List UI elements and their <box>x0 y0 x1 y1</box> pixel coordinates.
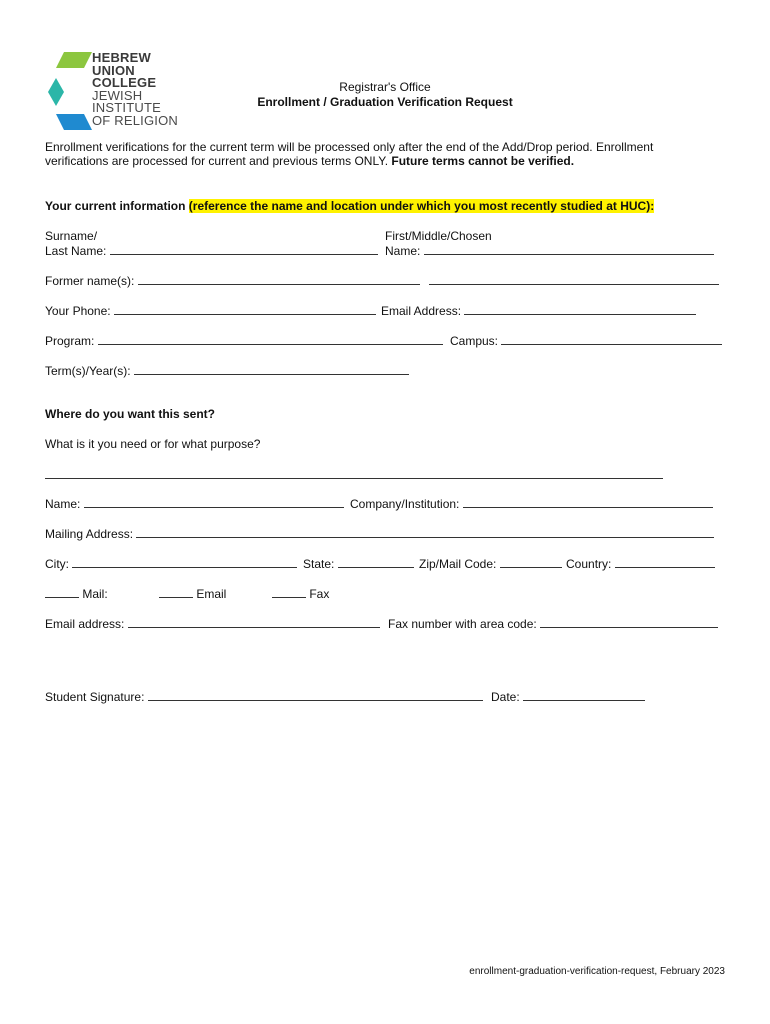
logo-line: COLLEGE <box>92 75 157 90</box>
current-info-heading <box>45 199 654 213</box>
purpose-field[interactable] <box>45 467 663 482</box>
current-info-note: (reference the name and location under which you most recently studied at HUC): <box>188 199 655 213</box>
city-label: City: <box>45 557 69 571</box>
country-line[interactable] <box>615 556 715 568</box>
email-option-label: Email <box>196 587 227 601</box>
state-line[interactable] <box>338 556 414 568</box>
footer-doc-id: enrollment-graduation-verification-request, February 2023 <box>469 966 725 977</box>
first-name-label: Name: <box>385 244 421 258</box>
fax-option[interactable] <box>272 586 329 601</box>
mailing-address-line[interactable] <box>136 526 714 538</box>
phone-label: Your Phone: <box>45 304 111 318</box>
signature-field[interactable] <box>45 689 483 704</box>
intro-line-2 <box>45 154 574 168</box>
country-field[interactable] <box>566 556 715 571</box>
campus-label: Campus: <box>450 334 499 348</box>
surname-line[interactable] <box>110 243 378 255</box>
former-name-label: Former name(s): <box>45 274 135 288</box>
country-label: Country: <box>566 557 612 571</box>
recipient-name-field[interactable] <box>45 496 344 511</box>
recipient-email-line[interactable] <box>128 616 380 628</box>
logo-line: HEBREW <box>92 50 151 65</box>
mail-checkline[interactable] <box>45 586 79 598</box>
state-label: State: <box>303 557 335 571</box>
logo-line: UNION <box>92 62 135 78</box>
signature-label: Student Signature: <box>45 690 145 704</box>
email-line[interactable] <box>464 303 696 315</box>
term-field[interactable] <box>45 363 409 378</box>
mail-option[interactable] <box>45 586 108 601</box>
recipient-email-label: Email address: <box>45 617 125 631</box>
state-field[interactable] <box>303 556 414 571</box>
former-name-line-2[interactable] <box>429 273 719 285</box>
signature-line[interactable] <box>148 689 483 701</box>
program-field[interactable] <box>45 333 443 348</box>
email-option[interactable] <box>159 586 226 601</box>
send-to-heading: Where do you want this sent? <box>45 407 216 421</box>
logo-line: OF RELIGION <box>92 112 178 128</box>
recipient-name-line[interactable] <box>84 496 344 508</box>
date-line[interactable] <box>523 689 645 701</box>
mailing-address-field[interactable] <box>45 526 714 541</box>
email-checkline[interactable] <box>159 586 193 598</box>
recipient-name-label: Name: <box>45 497 81 511</box>
intro-warning: Future terms cannot be verified. <box>391 154 575 168</box>
former-name-field[interactable] <box>45 273 719 288</box>
logo-line: JEWISH <box>92 87 143 103</box>
first-name-field[interactable] <box>385 243 714 258</box>
program-line[interactable] <box>98 333 443 345</box>
city-field[interactable] <box>45 556 297 571</box>
company-line[interactable] <box>463 496 713 508</box>
company-field[interactable] <box>350 496 713 511</box>
fax-number-field[interactable] <box>388 616 718 631</box>
term-label: Term(s)/Year(s): <box>45 364 131 378</box>
date-field[interactable] <box>491 689 645 704</box>
email-field[interactable] <box>381 303 696 318</box>
campus-line[interactable] <box>501 333 722 345</box>
fax-number-label: Fax number with area code: <box>388 617 537 631</box>
fax-option-label: Fax <box>309 587 330 601</box>
city-line[interactable] <box>72 556 297 568</box>
campus-field[interactable] <box>450 333 722 348</box>
page-title: Enrollment / Graduation Verification Request <box>257 95 513 109</box>
term-line[interactable] <box>134 363 409 375</box>
fax-number-line[interactable] <box>540 616 718 628</box>
logo-line: INSTITUTE <box>92 100 161 115</box>
company-label: Company/Institution: <box>350 497 460 511</box>
phone-line[interactable] <box>114 303 376 315</box>
program-label: Program: <box>45 334 95 348</box>
current-info-heading-text: Your current information <box>45 199 186 213</box>
phone-field[interactable] <box>45 303 376 318</box>
email-label: Email Address: <box>381 304 462 318</box>
first-name-line[interactable] <box>424 243 714 255</box>
intro-line-1: Enrollment verifications for the current term will be processed only after the end of the Add/Drop period. Enrollment <box>45 140 654 154</box>
first-name-label-1: First/Middle/Chosen <box>385 229 492 243</box>
purpose-line[interactable] <box>45 467 663 479</box>
surname-label-1: Surname/ <box>45 229 98 243</box>
former-name-line[interactable] <box>138 273 420 285</box>
recipient-email-field[interactable] <box>45 616 380 631</box>
zip-line[interactable] <box>500 556 562 568</box>
mail-option-label: Mail: <box>82 587 108 601</box>
purpose-label: What is it you need or for what purpose? <box>45 437 261 451</box>
intro-line-2-text: verifications are processed for current and previous terms ONLY. <box>45 154 392 168</box>
surname-field[interactable] <box>45 243 378 258</box>
zip-field[interactable] <box>419 556 562 571</box>
mailing-address-label: Mailing Address: <box>45 527 134 541</box>
date-label: Date: <box>491 690 520 704</box>
fax-checkline[interactable] <box>272 586 306 598</box>
zip-label: Zip/Mail Code: <box>419 557 497 571</box>
office-name: Registrar's Office <box>339 80 431 94</box>
surname-label: Last Name: <box>45 244 107 258</box>
